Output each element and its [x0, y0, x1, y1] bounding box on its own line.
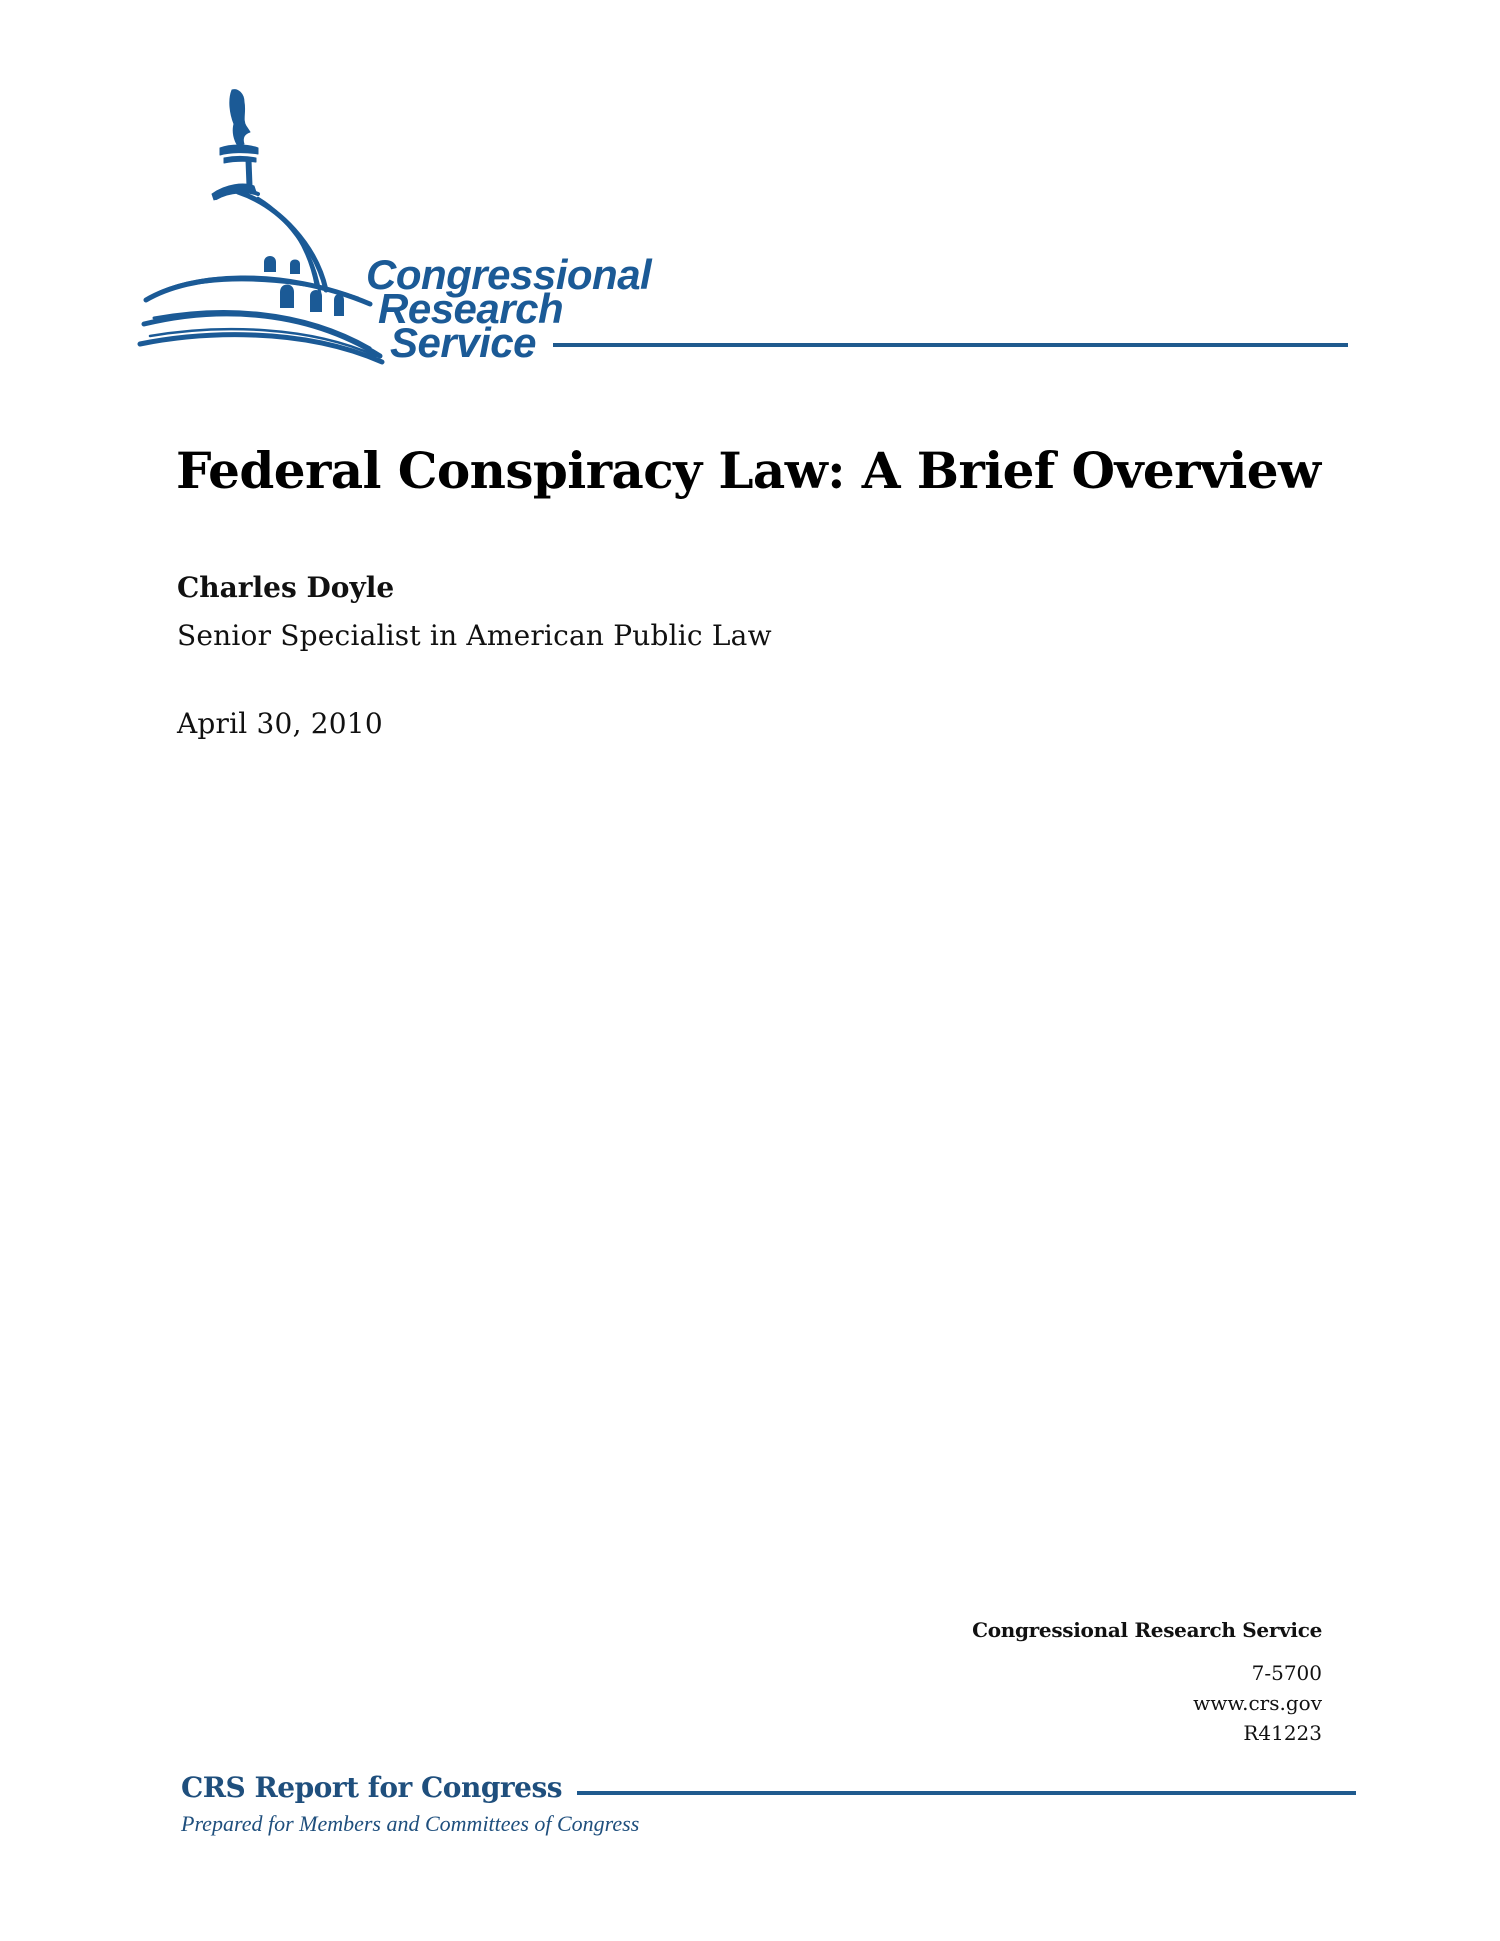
publication-date: April 30, 2010	[177, 707, 383, 740]
logo-text-research: Research	[378, 285, 564, 332]
report-info-block	[972, 1618, 1322, 1748]
info-report-number: R41223	[1243, 1721, 1322, 1745]
footer-series-title: CRS Report for Congress	[181, 1771, 563, 1804]
logo-text-service: Service	[390, 319, 536, 366]
report-title: Federal Conspiracy Law: A Brief Overview	[176, 441, 1321, 500]
info-phone-code: 7-5700	[1251, 1661, 1322, 1685]
author-name: Charles Doyle	[177, 571, 395, 604]
info-organization: Congressional Research Service	[972, 1618, 1322, 1642]
logo-rule	[553, 343, 1348, 347]
author-position: Senior Specialist in American Public Law	[177, 619, 772, 652]
footer-subtitle: Prepared for Members and Committees of Congress	[181, 1811, 640, 1836]
footer-rule	[577, 1791, 1356, 1795]
info-website-link[interactable]: www.crs.gov	[1193, 1691, 1322, 1715]
capitol-dome-icon	[130, 86, 390, 366]
logo-text-congressional: Congressional	[366, 251, 652, 298]
